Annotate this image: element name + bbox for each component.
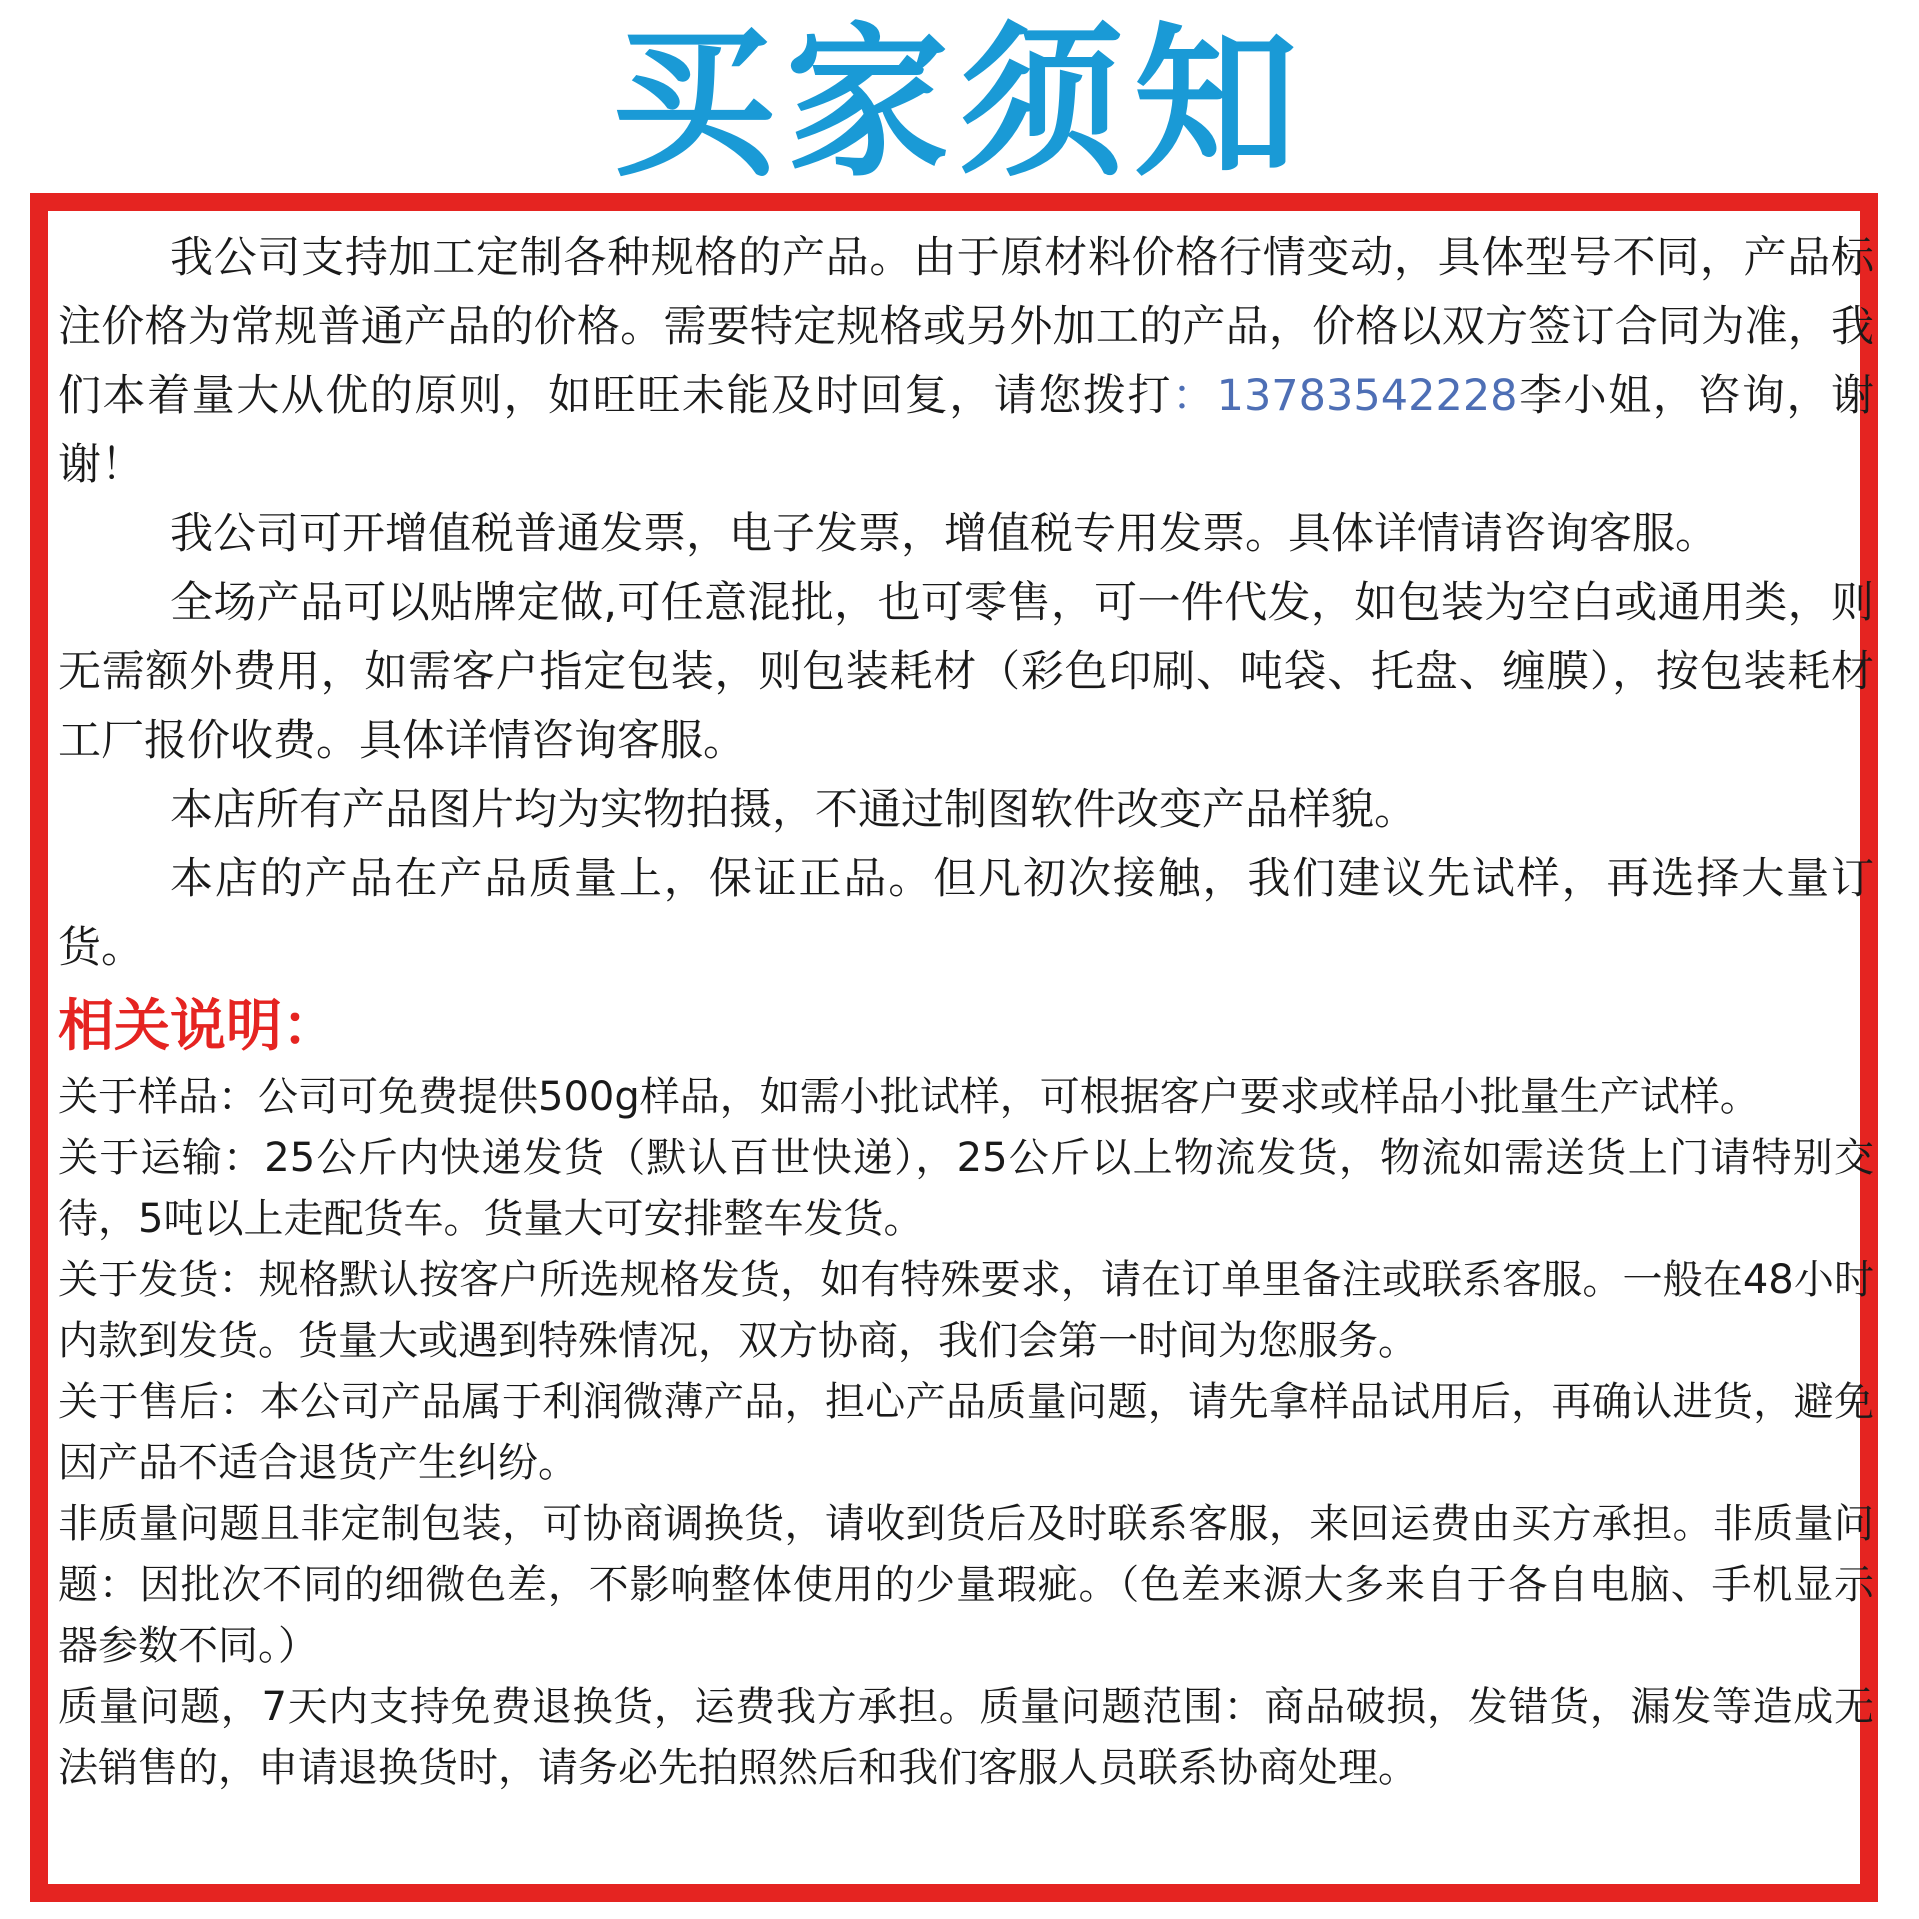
note-samples: 关于样品：公司可免费提供500g样品，如需小批试样，可根据客户要求或样品小批量生产试样。 bbox=[58, 1074, 1760, 1120]
note-exchange: 非质量问题且非定制包装，可协商调换货，请收到货后及时联系客服，来回运费由买方承担。非质量问题：因批次不同的细微色差，不影响整体使用的少量瑕疵。（色差来源大多来自于各自电脑、手机显示器参数不同。） bbox=[58, 1501, 1874, 1669]
intro-paragraph-invoice: 我公司可开增值税普通发票，电子发票，增值税专用发票。具体详情请咨询客服。 bbox=[170, 509, 1718, 559]
intro-paragraph-quality: 本店的产品在产品质量上，保证正品。但凡初次接触，我们建议先试样，再选择大量订货。 bbox=[58, 854, 1874, 973]
note-shipping: 关于运输：25公斤内快递发货（默认百世快递），25公斤以上物流发货，物流如需送货上门请特别交待，5吨以上走配货车。货量大可安排整车发货。 bbox=[58, 1135, 1874, 1242]
contact-name: 李小姐，咨询，谢谢！ bbox=[58, 371, 1875, 490]
page-title: 买家须知 bbox=[611, 8, 1308, 199]
intro-paragraph-photos: 本店所有产品图片均为实物拍摄，不通过制图软件改变产品样貌。 bbox=[170, 785, 1417, 835]
phone-colon: ： bbox=[1172, 371, 1217, 421]
intro-paragraph-customization bbox=[58, 224, 1874, 500]
contact-phone: 13783542228 bbox=[1216, 371, 1518, 421]
note-delivery: 关于发货：规格默认按客户所选规格发货，如有特殊要求，请在订单里备注或联系客服。一般在48小时内款到发货。货量大或遇到特殊情况，双方协商，我们会第一时间为您服务。 bbox=[58, 1257, 1874, 1364]
notice-content bbox=[58, 224, 1874, 1799]
section-heading: 相关说明： bbox=[58, 994, 338, 1059]
note-after-sales: 关于售后：本公司产品属于利润微薄产品，担心产品质量问题，请先拿样品试用后，再确认进货，避免因产品不适合退货产生纠纷。 bbox=[58, 1379, 1874, 1486]
note-quality-returns: 质量问题，7天内支持免费退换货，运费我方承担。质量问题范围：商品破损，发错货，漏发等造成无法销售的，申请退换货时，请务必先拍照然后和我们客服人员联系协商处理。 bbox=[58, 1684, 1874, 1791]
intro-text: 我公司支持加工定制各种规格的产品。由于原材料价格行情变动，具体型号不同，产品标注价格为常规普通产品的价格。需要特定规格或另外加工的产品，价格以双方签订合同为准，我们本着量大从优的原则，如旺旺未能及时回复，请您拨打 bbox=[58, 233, 1874, 421]
intro-paragraph-packaging: 全场产品可以贴牌定做,可任意混批，也可零售，可一件代发，如包装为空白或通用类，则无需额外费用，如需客户指定包装，则包装耗材（彩色印刷、吨袋、托盘、缠膜），按包装耗材工厂报价收费。具体详情咨询客服。 bbox=[58, 578, 1874, 766]
